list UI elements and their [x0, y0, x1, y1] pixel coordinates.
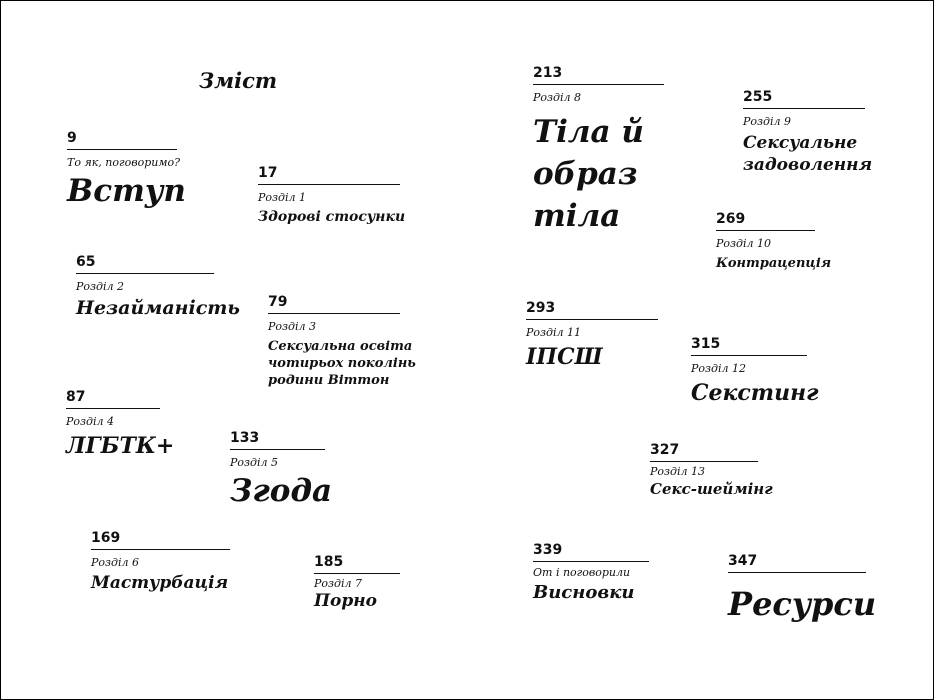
- chapter-label: Розділ 12: [691, 362, 747, 375]
- toc-entry-chapter-5[interactable]: [230, 430, 332, 510]
- page-number: 79: [268, 294, 288, 310]
- chapter-label: Розділ 11: [526, 326, 582, 339]
- page-number: 255: [743, 89, 773, 105]
- toc-entry-chapter-11[interactable]: [526, 300, 658, 371]
- chapter-title: Мастурбація: [91, 573, 229, 593]
- chapter-title: Незайманість: [76, 297, 240, 319]
- page-number: 293: [526, 300, 556, 316]
- chapter-label: Розділ 1: [258, 191, 307, 204]
- toc-entry-chapter-6[interactable]: [91, 530, 230, 594]
- chapter-label: То як, поговоримо?: [67, 156, 180, 169]
- toc-entry-chapter-1[interactable]: [258, 165, 405, 226]
- chapter-title: Порно: [314, 591, 378, 611]
- chapter-title: ІПСШ: [526, 344, 603, 370]
- toc-entry-chapter-10[interactable]: [716, 211, 831, 272]
- page-number: 9: [67, 130, 77, 146]
- toc-entry-resources[interactable]: [728, 553, 876, 623]
- chapter-title: ЛГБТК+: [66, 433, 175, 459]
- toc-entry-chapter-4[interactable]: [66, 389, 174, 460]
- page-number: 339: [533, 542, 563, 558]
- toc-entry-chapter-13[interactable]: [650, 442, 773, 498]
- divider: [691, 355, 807, 356]
- toc-entry-chapter-2[interactable]: [76, 254, 240, 320]
- divider: [258, 184, 400, 185]
- toc-entry-chapter-7[interactable]: [314, 554, 400, 612]
- divider: [533, 84, 664, 85]
- page-number: 65: [76, 254, 96, 270]
- chapter-label: Розділ 7: [314, 577, 363, 590]
- chapter-label: Розділ 4: [66, 415, 115, 428]
- toc-entry-chapter-8[interactable]: [533, 65, 673, 237]
- page-number: 315: [691, 336, 721, 352]
- divider: [230, 449, 325, 450]
- toc-entry-conclusions[interactable]: [533, 542, 649, 603]
- divider: [728, 572, 866, 573]
- page-number: 133: [230, 430, 260, 446]
- divider: [91, 549, 230, 550]
- toc-entry-intro[interactable]: [67, 130, 186, 210]
- page-number: 269: [716, 211, 746, 227]
- divider: [650, 461, 758, 462]
- chapter-label: От і поговорили: [533, 566, 631, 579]
- chapter-label: Розділ 6: [91, 556, 140, 569]
- chapter-title: Сексуальна освіта чотирьох поколінь родини Віттон: [268, 339, 416, 388]
- page-number: 185: [314, 554, 344, 570]
- divider: [533, 561, 649, 562]
- chapter-title: Висновки: [533, 582, 635, 603]
- toc-entry-chapter-9[interactable]: [743, 89, 893, 176]
- divider: [716, 230, 815, 231]
- divider: [67, 149, 177, 150]
- chapter-title: Вступ: [67, 173, 186, 209]
- chapter-title: Сексуальне задоволення: [743, 133, 873, 175]
- chapter-label: Розділ 3: [268, 320, 317, 333]
- divider: [76, 273, 214, 274]
- page-number: 213: [533, 65, 563, 81]
- chapter-title: Контрацепція: [716, 256, 832, 271]
- divider: [526, 319, 658, 320]
- page-number: 327: [650, 442, 680, 458]
- divider: [66, 408, 160, 409]
- chapter-title: Ресурси: [728, 585, 877, 623]
- divider: [268, 313, 400, 314]
- chapter-label: Розділ 8: [533, 91, 582, 104]
- page-number: 169: [91, 530, 121, 546]
- toc-entry-chapter-12[interactable]: [691, 336, 818, 407]
- chapter-label: Розділ 9: [743, 115, 792, 128]
- divider: [314, 573, 400, 574]
- chapter-title: Згода: [230, 473, 333, 509]
- chapter-title: Тіла й образ тіла: [533, 114, 644, 234]
- chapter-title: Секс-шеймінг: [650, 480, 773, 498]
- toc-entry-chapter-3[interactable]: [268, 294, 418, 389]
- toc-title: Зміст: [199, 68, 278, 93]
- page-number: 87: [66, 389, 86, 405]
- chapter-title: Здорові стосунки: [258, 209, 406, 225]
- chapter-title: Секстинг: [691, 380, 819, 406]
- page-number: 347: [728, 553, 758, 569]
- chapter-label: Розділ 5: [230, 456, 279, 469]
- page-number: 17: [258, 165, 278, 181]
- divider: [743, 108, 865, 109]
- chapter-label: Розділ 2: [76, 280, 125, 293]
- chapter-label: Розділ 13: [650, 465, 706, 478]
- chapter-label: Розділ 10: [716, 237, 772, 250]
